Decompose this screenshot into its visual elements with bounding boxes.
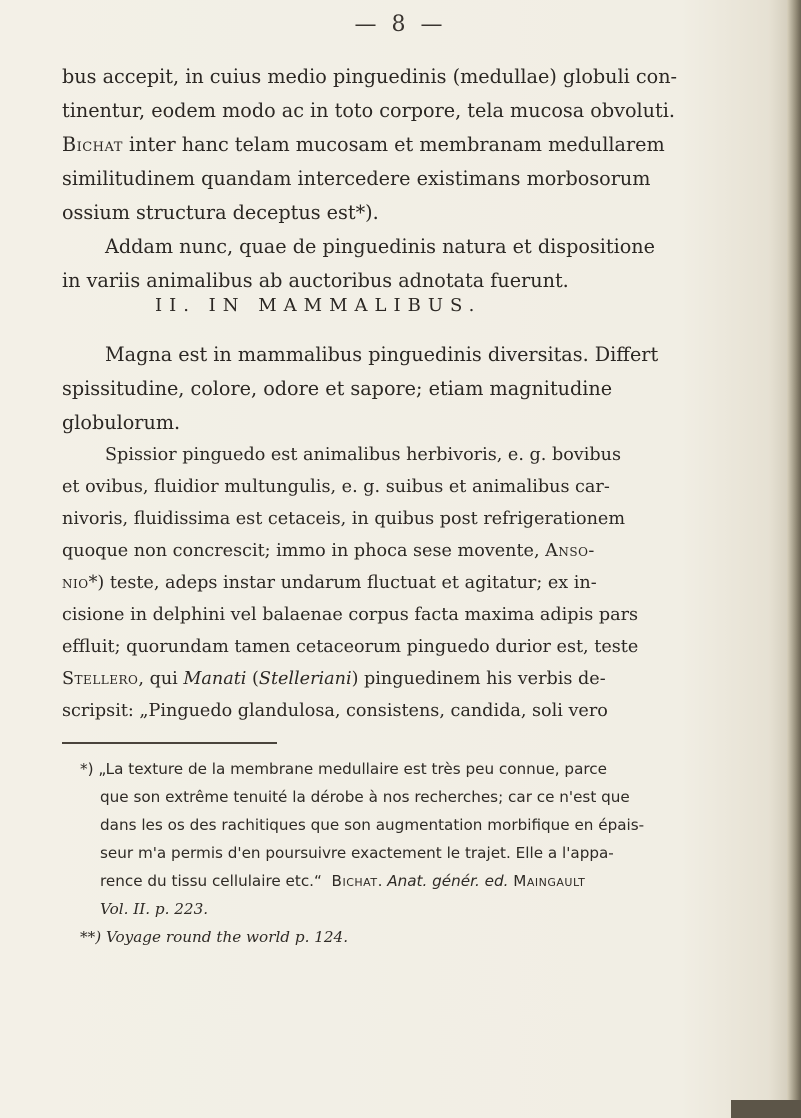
- footnote-line: que son extrême tenuité la dérobe à nos recherches; car ce n'est que: [100, 788, 630, 806]
- section-heading: II. IN MAMMALIBUS.: [155, 295, 482, 316]
- text-line: scripsit: „Pinguedo glandulosa, consistens, candida, soli vero: [62, 701, 608, 721]
- page-corner-dark: [731, 1100, 801, 1118]
- text-line: tinentur, eodem modo ac in toto corpore, tela mucosa obvoluti.: [62, 99, 675, 122]
- text-line: in variis animalibus ab auctoribus adnotata fuerunt.: [62, 269, 569, 292]
- text-line: [62, 541, 595, 561]
- author-name: nio: [62, 573, 89, 593]
- footnote-line: rence du tissu cellulaire etc.“ Bichat. Anat. génér. ed. Maingault: [100, 872, 586, 890]
- footnote-line: dans les os des rachitiques que son augmentation morbifique en épais-: [100, 816, 645, 834]
- footnote-rule: [62, 742, 277, 744]
- author-name: Bichat: [62, 133, 123, 156]
- text-span: *) teste, adeps instar undarum fluctuat et agitatur; ex in-: [88, 573, 597, 593]
- author-name: Stellero: [62, 669, 139, 689]
- text-line: nivoris, fluidissima est cetaceis, in quibus post refrigerationem: [62, 509, 625, 529]
- text-line: Magna est in mammalibus pinguedinis diversitas. Differt: [105, 343, 659, 366]
- author-name: Maingault: [513, 872, 586, 890]
- text-line: Addam nunc, quae de pinguedinis natura et dispositione: [105, 235, 656, 258]
- text-line: ossium structura deceptus est*).: [62, 201, 379, 224]
- text-span: (: [246, 669, 259, 689]
- italic-term: Anat. génér. ed.: [387, 872, 509, 890]
- text-line: [62, 573, 597, 593]
- text-line: effluit; quorundam tamen cetaceorum pinguedo durior est, teste: [62, 637, 639, 657]
- text-span: ) pinguedinem his verbis de-: [351, 669, 606, 689]
- text-line: bus accepit, in cuius medio pinguedinis (medullae) globuli con-: [62, 65, 678, 88]
- page-edge-shadow: [787, 0, 801, 1118]
- italic-term: Stelleriani: [258, 669, 352, 689]
- text-line: et ovibus, fluidior multungulis, e. g. suibus et animalibus car-: [62, 477, 610, 497]
- text-line: [62, 133, 665, 156]
- page-number: — 8 —: [354, 12, 447, 37]
- author-name: Bichat: [331, 872, 378, 890]
- footnote-line: **) Voyage round the world p. 124.: [80, 928, 349, 946]
- text-span: , qui: [138, 669, 184, 689]
- author-name: Anso-: [545, 541, 595, 561]
- footnote-line: Vol. II. p. 223.: [100, 900, 209, 918]
- footnote-line: *) „La texture de la membrane medullaire est très peu connue, parce: [80, 760, 607, 778]
- text-line: cisione in delphini vel balaenae corpus facta maxima adipis pars: [62, 605, 639, 625]
- italic-term: Manati: [183, 669, 247, 689]
- text-span: inter hanc telam mucosam et membranam medullarem: [122, 133, 665, 156]
- text-line: spissitudine, colore, odore et sapore; etiam magnitudine: [62, 377, 613, 400]
- text-line: Spissior pinguedo est animalibus herbivoris, e. g. bovibus: [105, 445, 622, 465]
- footnote-line: seur m'a permis d'en poursuivre exactement le trajet. Elle a l'appa-: [100, 844, 614, 862]
- text-line: similitudinem quandam intercedere existimans morbosorum: [62, 167, 651, 190]
- text-line: [62, 669, 606, 689]
- text-span: quoque non concrescit; immo in phoca sese movente,: [62, 541, 546, 561]
- text-span: rence du tissu cellulaire etc.“: [100, 872, 322, 890]
- text-line: globulorum.: [62, 411, 181, 434]
